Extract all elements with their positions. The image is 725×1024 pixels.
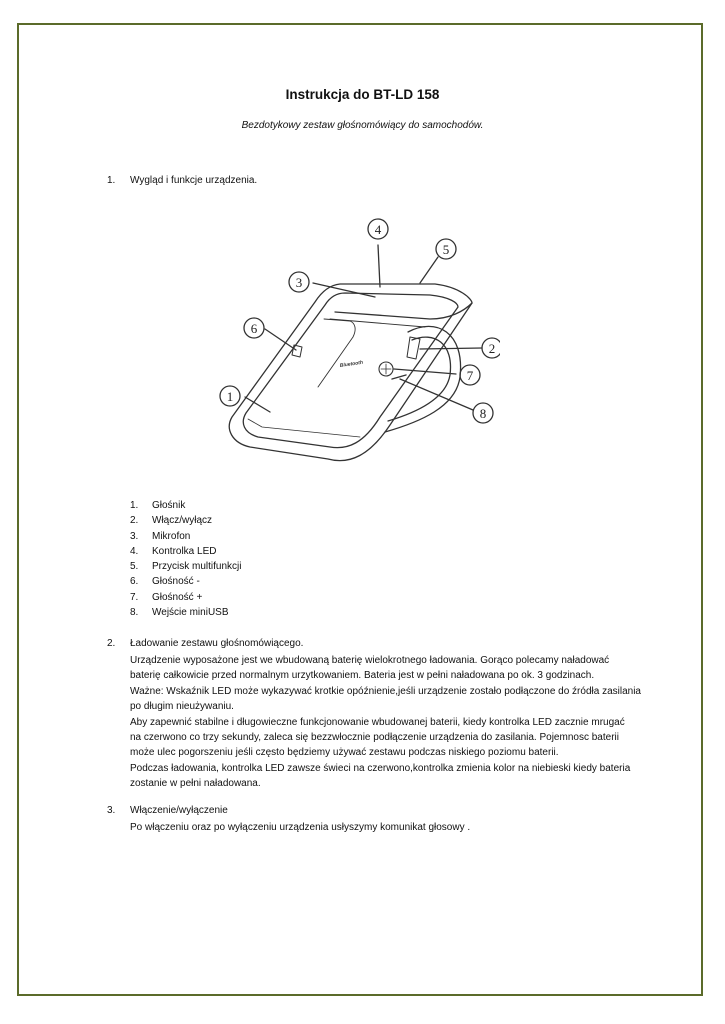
part-number: 5.	[130, 561, 139, 573]
page-border	[17, 23, 703, 996]
text-line: Po włączeniu oraz po wyłączeniu urządzenia usłyszymy komunikat głosowy .	[130, 822, 471, 833]
volume-minus-shape	[292, 345, 302, 357]
text-line: baterię całkowicie przed normalnym urzytkowaniem. Bateria jest w pełni naładowana po ok. 3 godzinach.	[130, 670, 595, 682]
list-item	[130, 544, 241, 559]
section-3-body	[130, 820, 690, 835]
text-line: zostanie w pełni naładowana.	[130, 778, 261, 790]
document-subtitle: Bezdotykowy zestaw głośnomówiący do samochodów.	[241, 120, 484, 131]
part-number: 6.	[130, 576, 139, 588]
text-line: Podczas ładowania, kontrolka LED zawsze świeci na czerwono,kontrolka zmienia kolor na niebieski kiedy bateria	[130, 762, 631, 774]
list-item	[130, 590, 241, 605]
list-item	[130, 529, 241, 544]
part-label: Włącz/wyłącz	[152, 515, 213, 527]
body-inner	[243, 293, 458, 448]
part-label: Przycisk multifunkcji	[152, 561, 242, 573]
power-button-shape	[407, 337, 420, 359]
section-2-number: 2.	[107, 638, 116, 649]
section-3-heading: Włączenie/wyłączenie	[130, 805, 228, 816]
section-2-heading: Ładowanie zestawu głośnomówiącego.	[130, 638, 304, 649]
device-diagram	[210, 207, 500, 487]
part-label: Głośność +	[152, 591, 203, 603]
list-item	[130, 498, 241, 513]
part-label: Mikrofon	[152, 530, 191, 542]
text-line: może ulec pogorszeniu jeśli często będziemy używać zestawu podczas niskiego poziomu baterii.	[130, 747, 559, 759]
text-line: Ważne: Wskaźnik LED może wykazywać krotkie opóźnienie,jeśli urządzenie zostało podłączone do źródła zasilania	[130, 685, 641, 697]
callout-label-2: 2	[488, 341, 496, 356]
list-item	[130, 605, 241, 620]
callout-label-5: 5	[442, 242, 450, 257]
speaker-panel	[318, 319, 355, 387]
usb-port-shape	[392, 375, 406, 379]
callout-label-7: 7	[466, 368, 474, 383]
section-1-heading: Wygląd i funkcje urządzenia.	[130, 175, 258, 186]
part-number: 3.	[130, 530, 139, 542]
part-label: Kontrolka LED	[152, 545, 217, 557]
list-item	[130, 574, 241, 589]
section-3-number: 3.	[107, 805, 116, 816]
document-title: Instrukcja do BT-LD 158	[285, 87, 440, 102]
callout-label-8: 8	[479, 406, 487, 421]
parts-list	[130, 498, 241, 620]
callout-label-3: 3	[295, 275, 303, 290]
text-line: na czerwono co trzy sekundy, zaleca się bezzwłocznie podłączenie urządzenia do zasilania. Pojemnosc baterii	[130, 732, 619, 744]
part-label: Głośność -	[152, 576, 200, 588]
text-line: Aby zapewnić stabilne i długowieczne funkcjonowanie wbudowanej baterii, kiedy kontrolka LED zacznie mrugać	[130, 716, 625, 728]
callout-label-1: 1	[226, 389, 234, 404]
section-1-number: 1.	[107, 175, 116, 186]
callout-label-4: 4	[374, 222, 382, 237]
part-number: 8.	[130, 607, 139, 619]
text-line: Urządzenie wyposażone jest we wbudowaną baterię wielokrotnego ładowania. Gorąco polecamy naładować	[130, 655, 610, 666]
section-2-body	[130, 653, 690, 792]
text-line: po długim nieużywaniu.	[130, 701, 234, 713]
part-label: Wejście miniUSB	[152, 607, 229, 619]
part-number: 4.	[130, 545, 139, 557]
callout-label-6: 6	[250, 321, 258, 336]
part-number: 7.	[130, 591, 139, 603]
part-number: 2.	[130, 515, 139, 527]
part-label: Głośnik	[152, 500, 186, 511]
list-item	[130, 559, 241, 574]
list-item	[130, 513, 241, 528]
part-number: 1.	[130, 500, 139, 511]
device-logo: Bluetooth	[339, 359, 364, 369]
